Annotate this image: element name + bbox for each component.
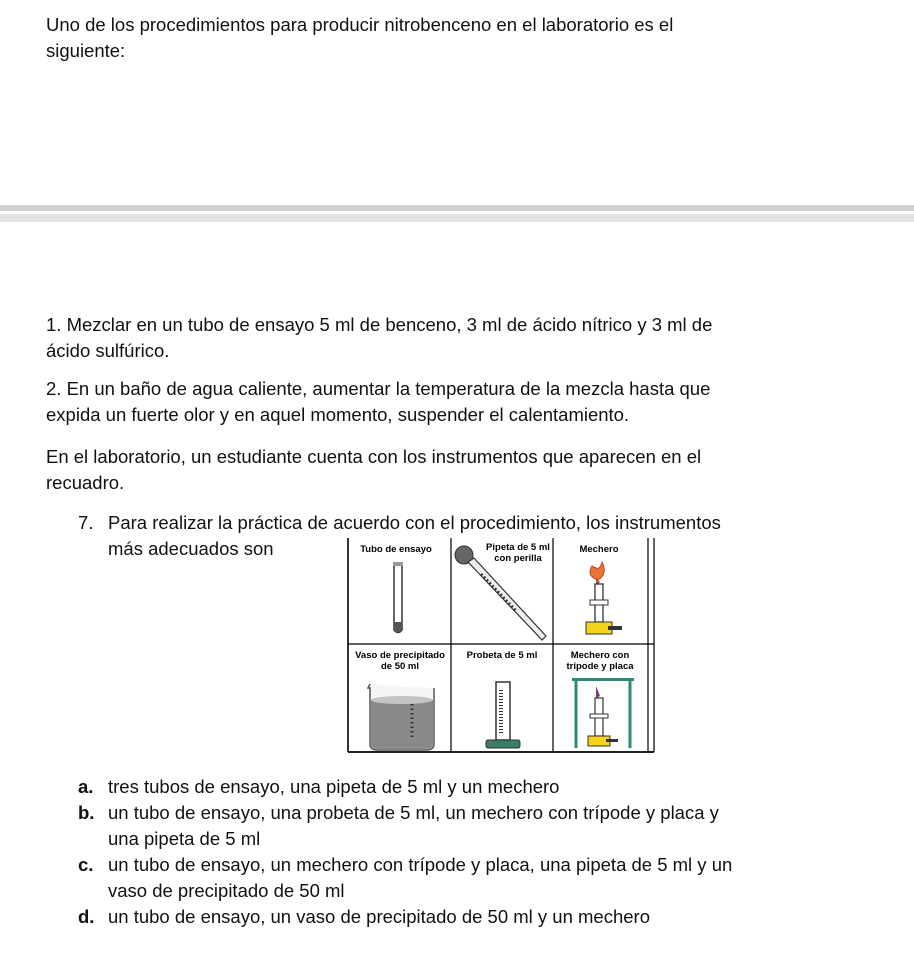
label-tubo: Tubo de ensayo bbox=[360, 544, 432, 555]
graduated-cylinder-icon bbox=[486, 682, 520, 748]
label-mechero-tripode-1: Mechero con bbox=[570, 650, 630, 661]
instruments-table bbox=[346, 538, 658, 754]
option-b-line-1[interactable]: un tubo de ensayo, una probeta de 5 ml, un mechero con trípode y placa y bbox=[108, 802, 719, 823]
context-line-1: En el laboratorio, un estudiante cuenta con los instrumentos que aparecen en el bbox=[46, 446, 702, 467]
label-pipeta-1: Pipeta de 5 ml bbox=[486, 542, 550, 553]
burner-icon bbox=[586, 562, 622, 634]
intro-line-2: siguiente: bbox=[46, 40, 126, 61]
tripod-burner-icon bbox=[572, 678, 634, 748]
divider-band-top bbox=[0, 205, 914, 211]
option-b-line-2[interactable]: una pipeta de 5 ml bbox=[108, 828, 261, 849]
option-d-text[interactable]: un tubo de ensayo, un vaso de precipitado de 50 ml y un mechero bbox=[108, 906, 650, 927]
step-1-line-2: ácido sulfúrico. bbox=[46, 340, 170, 361]
label-mechero-tripode-2: trípode y placa bbox=[566, 661, 634, 672]
option-d-letter[interactable]: d. bbox=[78, 906, 95, 927]
intro-line-1: Uno de los procedimientos para producir nitrobenceno en el laboratorio es el bbox=[46, 14, 674, 35]
question-line-1: Para realizar la práctica de acuerdo con el procedimiento, los instrumentos bbox=[108, 512, 721, 533]
option-c-line-2[interactable]: vaso de precipitado de 50 ml bbox=[108, 880, 345, 901]
beaker-icon bbox=[368, 684, 434, 750]
option-a-text[interactable]: tres tubos de ensayo, una pipeta de 5 ml y un mechero bbox=[108, 776, 560, 797]
option-c-line-1[interactable]: un tubo de ensayo, un mechero con trípode y placa, una pipeta de 5 ml y un bbox=[108, 854, 733, 875]
divider-band-bottom bbox=[0, 214, 914, 222]
test-tube-icon bbox=[393, 562, 403, 633]
step-2-line-1: 2. En un baño de agua caliente, aumentar la temperatura de la mezcla hasta que bbox=[46, 378, 711, 399]
label-vaso-1: Vaso de precipitado bbox=[355, 650, 445, 661]
step-2-line-2: expida un fuerte olor y en aquel momento, suspender el calentamiento. bbox=[46, 404, 630, 425]
label-vaso-2: de 50 ml bbox=[380, 661, 420, 672]
step-1-line-1: 1. Mezclar en un tubo de ensayo 5 ml de benceno, 3 ml de ácido nítrico y 3 ml de bbox=[46, 314, 713, 335]
label-pipeta-2: con perilla bbox=[494, 553, 542, 564]
option-a-letter[interactable]: a. bbox=[78, 776, 94, 797]
question-line-2: más adecuados son bbox=[108, 538, 274, 559]
label-mechero: Mechero bbox=[579, 544, 619, 555]
label-probeta: Probeta de 5 ml bbox=[466, 650, 538, 661]
question-number: 7. bbox=[78, 512, 94, 533]
option-b-letter[interactable]: b. bbox=[78, 802, 95, 823]
option-c-letter[interactable]: c. bbox=[78, 854, 94, 875]
context-line-2: recuadro. bbox=[46, 472, 125, 493]
